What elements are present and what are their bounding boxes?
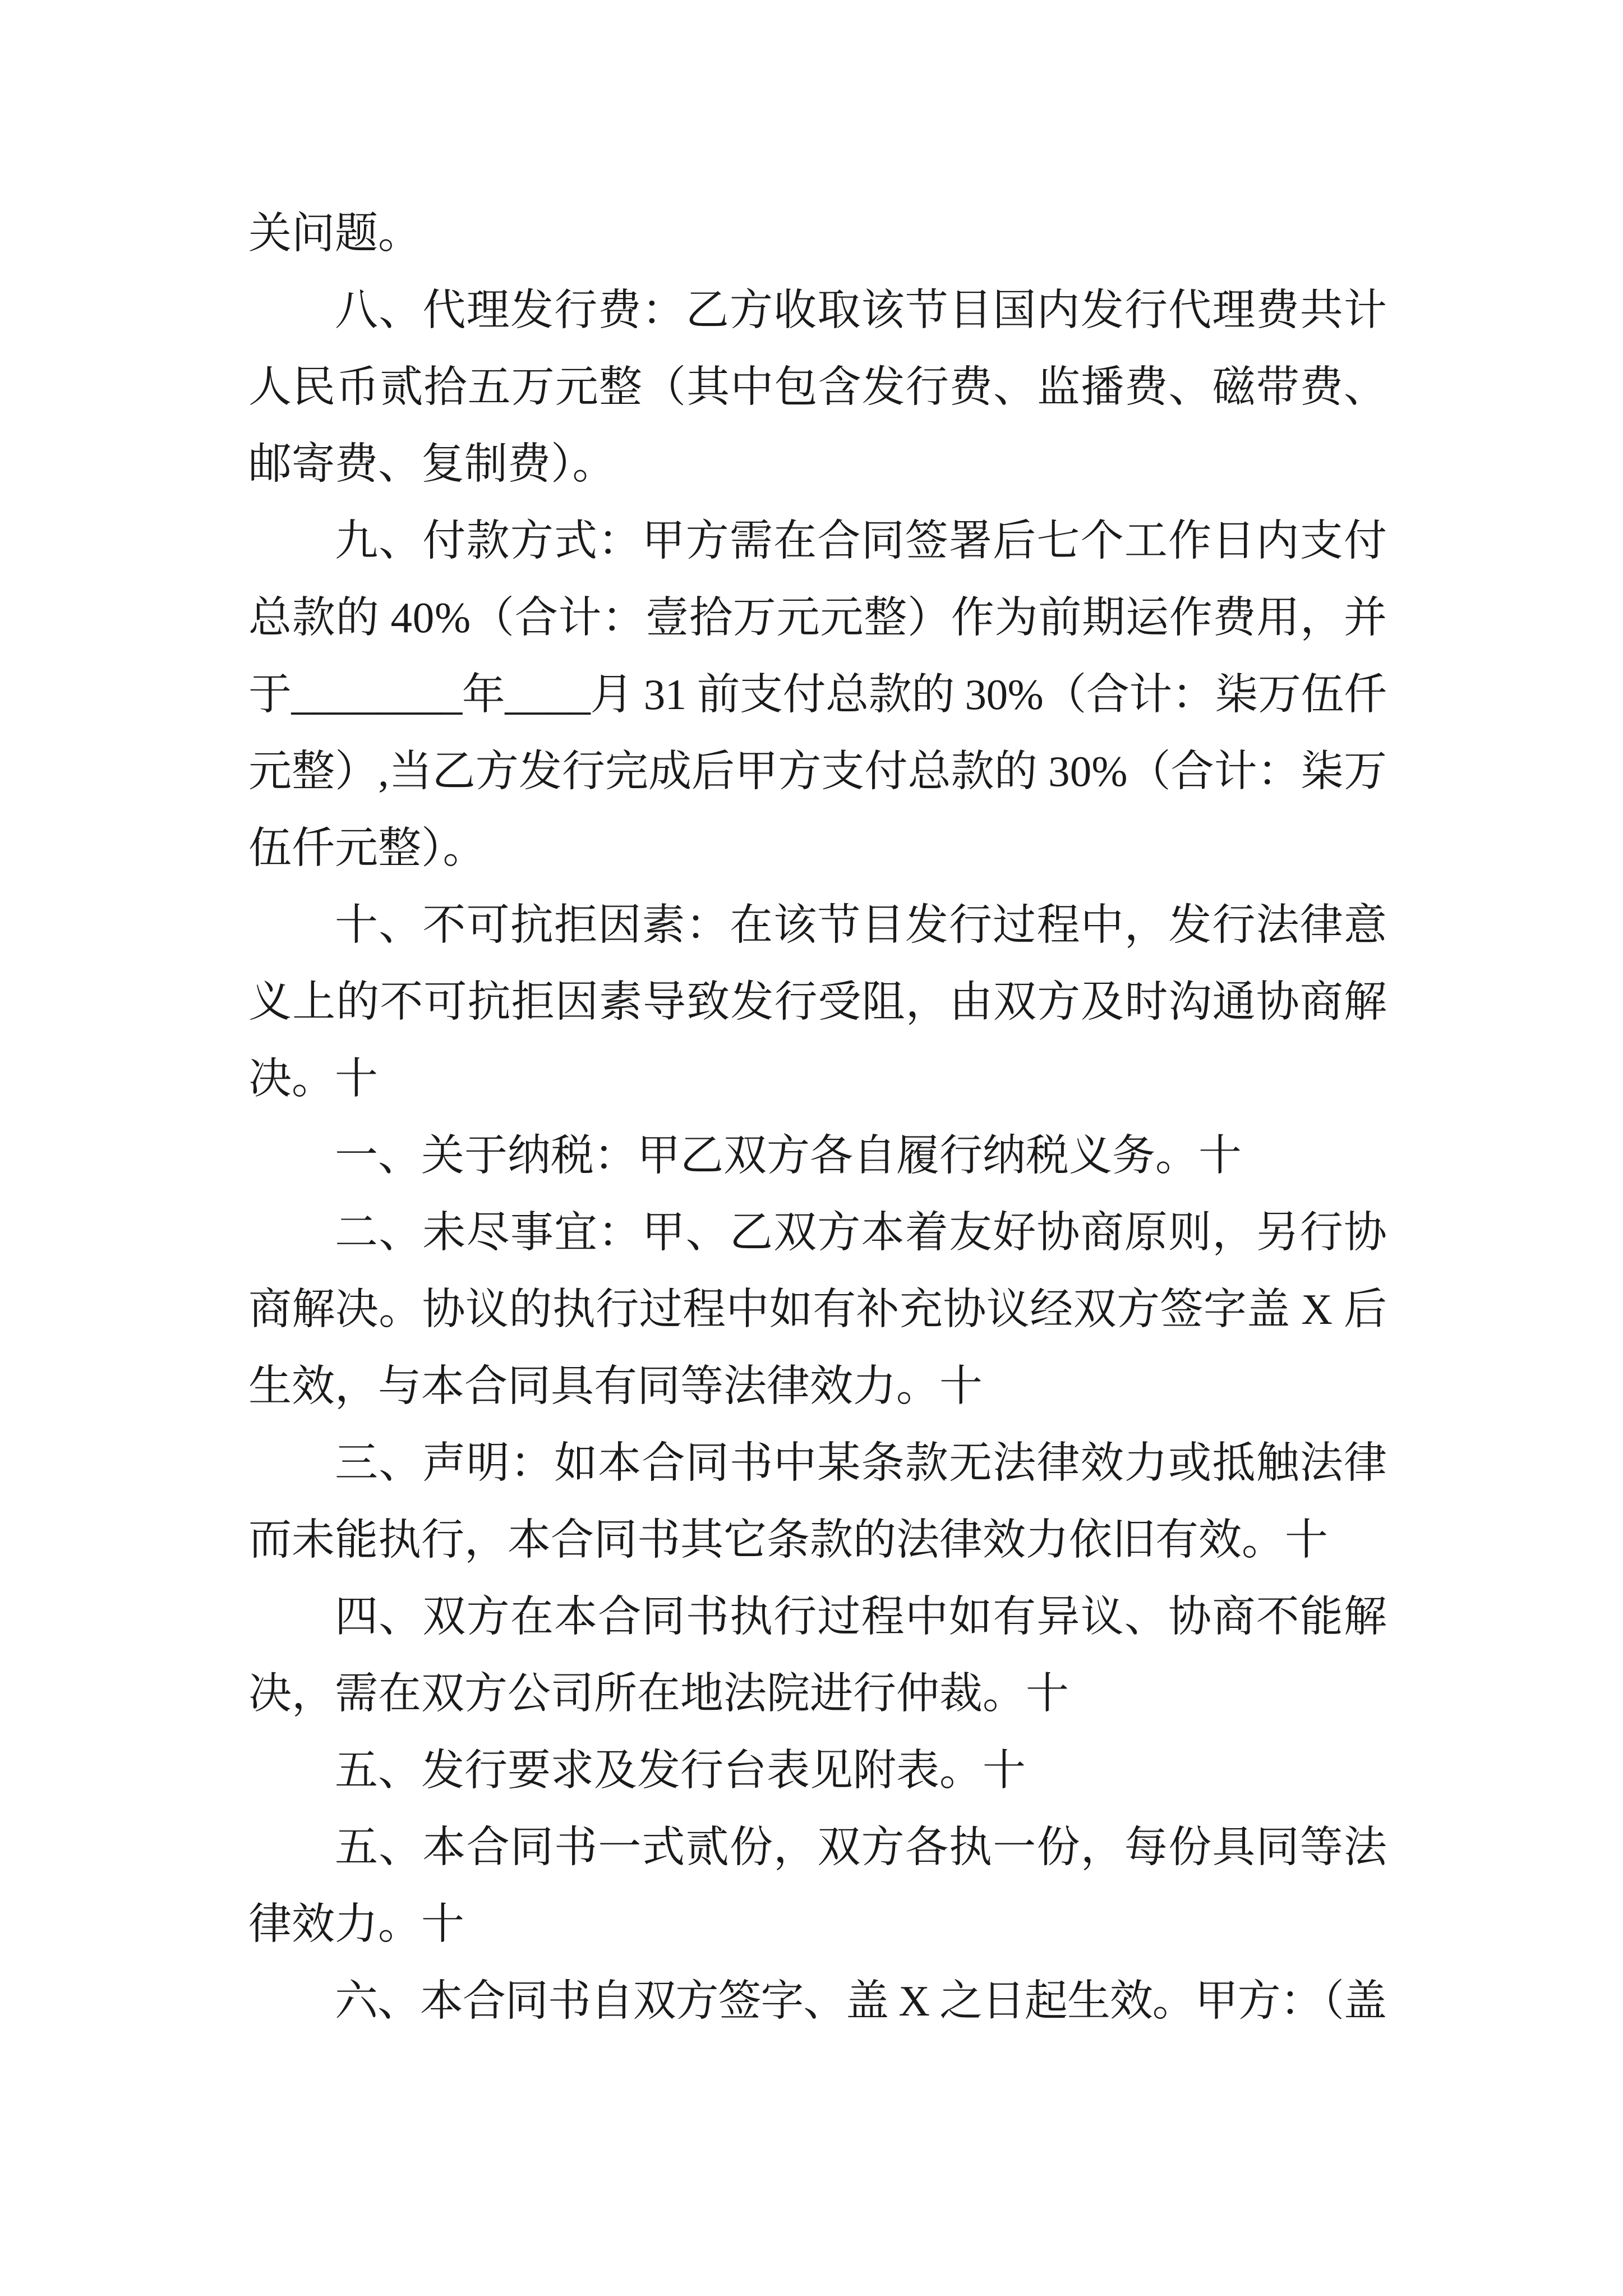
line-text: 生效，与本合同具有同等法律效力。十 — [248, 1362, 983, 1410]
line-text: 四、双方在本合同书执行过程中如有异议、协商不能解 — [335, 1593, 1388, 1641]
line-text: 人民币贰拾五万元整（其中包含发行费、监播费、磁带费、 — [248, 363, 1388, 411]
paragraph-line — [248, 964, 1387, 1041]
paragraph-line — [248, 887, 1387, 964]
paragraph — [248, 1809, 1387, 1963]
line-text: 五、发行要求及发行台表见附表。十 — [335, 1746, 1026, 1795]
line-text: 二、未尽事宜：甲、乙双方本着友好协商原则，另行协 — [335, 1208, 1388, 1257]
line-text: 九、付款方式：甲方需在合同签署后七个工作日内支付 — [335, 517, 1388, 565]
paragraph-line — [248, 1271, 1387, 1348]
paragraph-line — [248, 656, 1387, 733]
line-text: 十、不可抗拒因素：在该节目发行过程中，发行法律意 — [335, 901, 1388, 949]
paragraph-line — [248, 1348, 1387, 1425]
line-text: 决。十 — [248, 1055, 378, 1103]
paragraph — [248, 195, 1387, 272]
line-text: 于________年____月 31 前支付总款的 30%（合计：柒万伍仟 — [248, 670, 1387, 719]
line-text: 伍仟元整）。 — [248, 824, 486, 872]
line-text: 而未能执行，本合同书其它条款的法律效力依旧有效。十 — [248, 1516, 1328, 1564]
line-text: 八、代理发行费：乙方收取该节目国内发行代理费共计 — [335, 286, 1388, 334]
paragraph-line — [248, 1502, 1387, 1579]
paragraph-line — [248, 195, 1387, 272]
line-text: 律效力。十 — [248, 1900, 464, 1948]
paragraph — [248, 503, 1387, 887]
line-text: 义上的不可抗拒因素导致发行受阻，由双方及时沟通协商解 — [248, 978, 1388, 1026]
line-text: 一、关于纳税：甲乙双方各自履行纳税义务。十 — [335, 1131, 1242, 1180]
line-text: 关问题。 — [248, 209, 421, 257]
paragraph — [248, 1425, 1387, 1579]
paragraph — [248, 1732, 1387, 1809]
paragraph-line — [248, 426, 1387, 503]
paragraph-line — [248, 349, 1387, 426]
paragraph-line — [248, 1579, 1387, 1655]
paragraph-line — [248, 1425, 1387, 1502]
line-text: 邮寄费、复制费）。 — [248, 440, 616, 488]
paragraph — [248, 272, 1387, 503]
line-text: 五、本合同书一式贰份，双方各执一份，每份具同等法 — [335, 1823, 1388, 1871]
paragraph-line — [248, 1732, 1387, 1809]
paragraph-line — [248, 579, 1387, 656]
paragraph-line — [248, 733, 1387, 810]
paragraph — [248, 1963, 1387, 2040]
paragraph — [248, 1117, 1387, 1194]
line-text: 商解决。协议的执行过程中如有补充协议经双方签字盖 X 后 — [248, 1285, 1387, 1333]
line-text: 元整）,当乙方发行完成后甲方支付总款的 30%（合计：柒万 — [248, 747, 1387, 795]
paragraph — [248, 887, 1387, 1117]
line-text: 总款的 40%（合计：壹拾万元元整）作为前期运作费用，并 — [248, 593, 1387, 642]
paragraph-line — [248, 1655, 1387, 1732]
line-text: 六、本合同书自双方签字、盖 X 之日起生效。甲方：（盖 — [335, 1977, 1386, 2025]
paragraph-line — [248, 1194, 1387, 1271]
line-text: 三、声明：如本合同书中某条款无法律效力或抵触法律 — [335, 1439, 1388, 1487]
paragraph-line — [248, 1117, 1387, 1194]
paragraph-line — [248, 272, 1387, 349]
paragraph-line — [248, 810, 1387, 887]
paragraph-line — [248, 1809, 1387, 1886]
document-body — [248, 195, 1387, 2040]
paragraph — [248, 1194, 1387, 1425]
paragraph — [248, 1579, 1387, 1732]
paragraph-line — [248, 1963, 1387, 2040]
paragraph-line — [248, 503, 1387, 579]
line-text: 决，需在双方公司所在地法院进行仲裁。十 — [248, 1669, 1069, 1718]
paragraph-line — [248, 1041, 1387, 1117]
paragraph-line — [248, 1886, 1387, 1963]
